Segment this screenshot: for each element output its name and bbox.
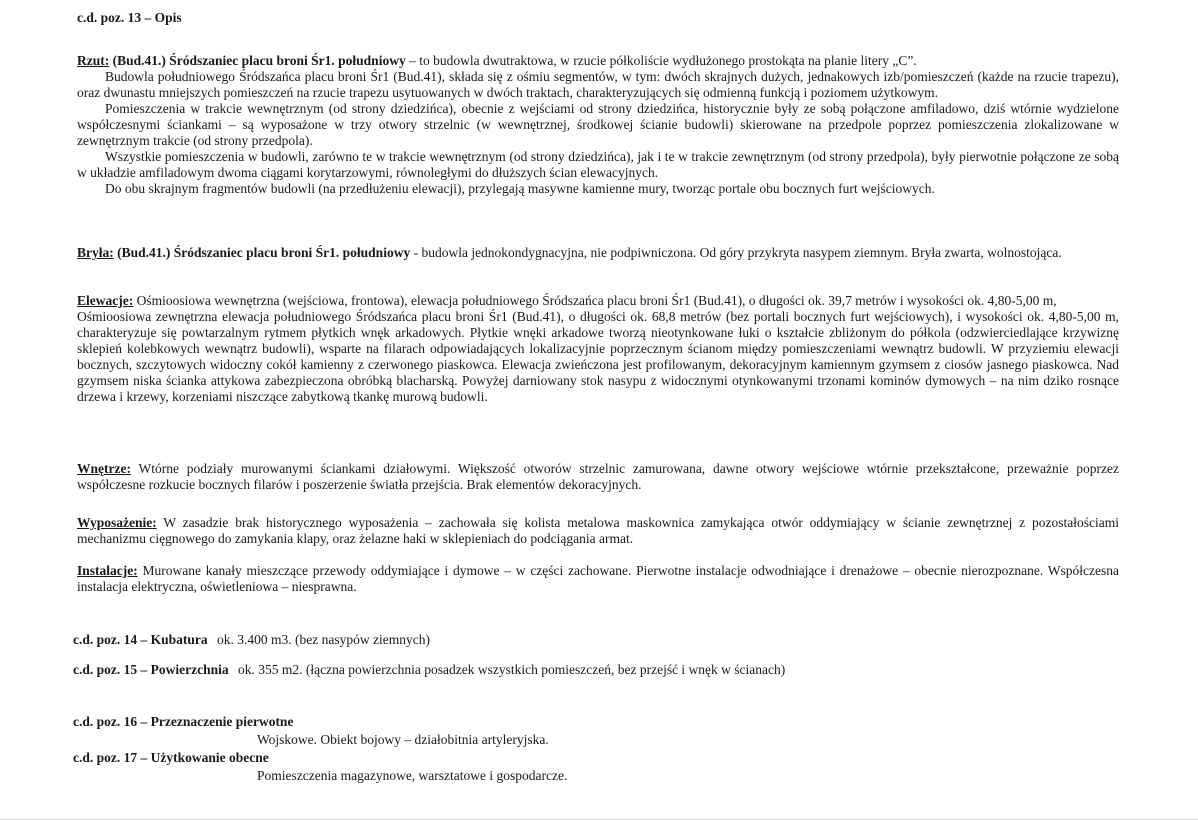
- rzut-paragraph-2: Budowla południowego Śródszańca placu broni Śr1 (Bud.41), składa się z ośmiu segmentów, w tym: dwóch skrajnych dużych, jednakowych izb/pomieszczeń (każde na rzucie trapezu), oraz dwunastu mniejszych pomieszczeń na rzucie trapezu usytuowanych w dwóch traktach, charakteryzujących się odmienną funkcją i poziomem użytkowym.: [77, 69, 1119, 100]
- kubatura-value: ok. 3.400 m3. (bez nasypów ziemnych): [217, 632, 430, 647]
- elewacje-text-1: Ośmioosiowa wewnętrzna (wejściowa, frontowa), elewacja południowego Śródszańca placu broni Śr1 (Bud.41), o długości ok. 39,7 metrów i wysokości ok. 4,80-5,00 m,: [136, 293, 1057, 308]
- rzut-paragraph-5: Do obu skrajnym fragmentów budowli (na przedłużeniu elewacji), przylegają masywne kamienne mury, tworząc portale obu bocznych furt wejściowych.: [105, 181, 935, 196]
- elewacje-section: [77, 293, 1119, 405]
- elewacje-label: Elewacje:: [77, 293, 134, 308]
- rzut-paragraph-3: Pomieszczenia w trakcie wewnętrznym (od strony dziedzińca), obecnie z wejściami od strony dziedzińca, historycznie były ze sobą połączone amfiladowo, dziś wtórnie wydzielone współczesnymi ściankami – są wyposażone w trzy otwory strzelnic (w wewnętrznej, środkowej ścianie budowli) skierowane na przedpole poprzez pomieszczenia zlokalizowane w zewnętrznym trakcie (od strony przedpola).: [77, 101, 1119, 148]
- rzut-section: [77, 53, 1119, 197]
- section-header: c.d. poz. 13 – Opis: [77, 10, 182, 25]
- instalacje-section: [77, 563, 1119, 595]
- instalacje-label: Instalacje:: [77, 563, 138, 578]
- rzut-intro-text: – to budowla dwutraktowa, w rzucie półkoliście wydłużonego prostokąta na planie litery „C”.: [409, 53, 917, 68]
- bryla-text: - budowla jednokondygnacyjna, nie podpiwniczona. Od góry przykryta nasypem ziemnym. Bryła zwarta, wolnostojąca.: [413, 245, 1062, 260]
- powierzchnia-value: ok. 355 m2. (łączna powierzchnia posadzek wszystkich pomieszczeń, bez przejść i wnęk w ścianach): [237, 662, 786, 677]
- elewacje-paragraph-1: [77, 293, 1119, 309]
- bryla-title: (Bud.41.) Śródszaniec placu broni Śr1. południowy: [117, 245, 411, 260]
- instalacje-text: Murowane kanały mieszczące przewody oddymiające i dymowe – w części zachowane. Pierwotne instalacje odwodniające i drenażowe – obecnie nierozpoznane. Współczesna instalacja elektryczna, oświetleniowa – niesprawna.: [77, 563, 1120, 594]
- wnetrze-section: [77, 461, 1119, 493]
- rzut-paragraph-4: Wszystkie pomieszczenia w budowli, zarówno te w trakcie wewnętrznym (od strony dziedzińca), jak i te w trakcie zewnętrznym (od strony przedpola), były pierwotnie połączone ze sobą w układzie amfiladowym dwoma ciągami korytarzowymi, równoległymi do dłuższych ścian elewacyjnych.: [77, 149, 1119, 180]
- uzytkowanie-value: Pomieszczenia magazynowe, warsztatowe i gospodarcze.: [257, 768, 568, 783]
- powierzchnia-row: [73, 662, 785, 678]
- rzut-label: Rzut:: [77, 53, 110, 68]
- kubatura-row: [73, 632, 430, 648]
- bryla-label: Bryła:: [77, 245, 114, 260]
- wyposazenie-text: W zasadzie brak historycznego wyposażenia – zachowała się kolista metalowa maskownica zamykająca otwór oddymiający w ścianie zewnętrznej z pozostałościami mechanizmu cięgnowego do zamykania klapy, oraz żelazne haki w sklepieniach do podciągania armat.: [77, 515, 1119, 546]
- wnetrze-label: Wnętrze:: [77, 461, 131, 476]
- wyposazenie-label: Wyposażenie:: [77, 515, 157, 530]
- elewacje-paragraph-2: Ośmioosiowa zewnętrzna elewacja południowego Śródszańca placu broni Śr1 (Bud.41), o długości ok. 68,8 metrów (bez portali bocznych furt wejściowych), i wysokości ok. 4,80-5,00 m, charakteryzuje się powtarzalnym rytmem płytkich wnęk arkadowych. Płytkie wnęki arkadowe tworzą nieotynkowane łuki o kształcie zbliżonym do półkola (odzwierciedlające krzywiznę sklepień kolebkowych wewnątrz budowli), wsparte na filarach odpowiadających lokalizacyjnie poprzecznym ścianom między pomieszczeniami wewnątrz budowli. W przyziemiu elewacji bocznych, szczytowych widoczny cokół kamienny z czerwonego piaskowca. Elewacja zwieńczona jest profilowanym, dekoracyjnym kamiennym gzymsem z ciosów jasnego piaskowca. Nad gzymsem niska ścianka attykowa zabezpieczona obróbką blacharską. Powyżej darniowany stok nasypu z widocznymi otynkowanymi trzonami kominów dymowych – na nim dziko rosnące drzewa i krzewy, korzeniami niszczące zabytkową tkankę murową budowli.: [77, 309, 1119, 404]
- wnetrze-text: Wtórne podziały murowanymi ściankami działowymi. Większość otworów strzelnic zamurowana, dawne otwory wejściowe wtórnie przekształcone, przeważnie poprzez współczesne rozkucie bocznych filarów i poszerzenie światła przejścia. Brak elementów dekoracyjnych.: [77, 461, 1119, 492]
- uzytkowanie-label: c.d. poz. 17 – Użytkowanie obecne: [73, 750, 269, 765]
- kubatura-label: c.d. poz. 14 – Kubatura: [73, 632, 208, 647]
- przeznaczenie-value: Wojskowe. Obiekt bojowy – działobitnia artyleryjska.: [257, 732, 549, 747]
- powierzchnia-label: c.d. poz. 15 – Powierzchnia: [73, 662, 229, 677]
- wyposazenie-section: [77, 515, 1119, 547]
- rzut-intro: [77, 53, 1119, 69]
- rzut-title: (Bud.41.) Śródszaniec placu broni Śr1. południowy: [112, 53, 406, 68]
- przeznaczenie-label: c.d. poz. 16 – Przeznaczenie pierwotne: [73, 714, 294, 729]
- bryla-section: [77, 245, 1119, 261]
